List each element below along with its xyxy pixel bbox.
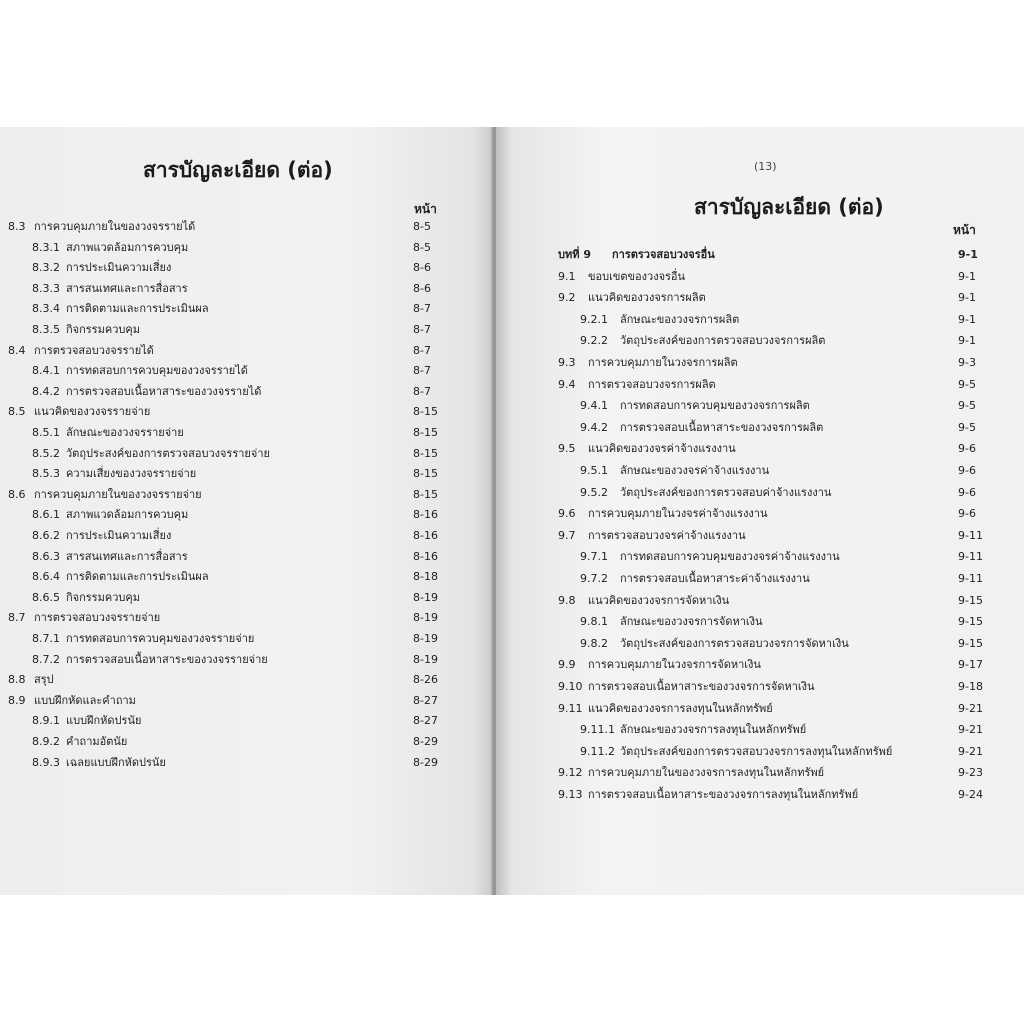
toc-entry xyxy=(32,465,438,483)
toc-entry-page: 9-1 xyxy=(958,312,976,326)
toc-entry-page: 9-24 xyxy=(958,788,983,801)
toc-entry-number: 8.5 xyxy=(8,405,26,419)
toc-entry-title: ความเสี่ยงของวงจรรายจ่าย xyxy=(66,467,197,481)
toc-entry-title: สภาพแวดล้อมการควบคุม xyxy=(66,508,189,522)
toc-entry-number: 8.5.2 xyxy=(32,446,60,460)
toc-entry-number: 8.3.5 xyxy=(32,323,60,336)
toc-entry xyxy=(32,506,438,524)
toc-entry-number: 8.9.1 xyxy=(32,714,60,728)
toc-entry-page: 8-18 xyxy=(413,570,438,584)
toc-entry-title: แนวคิดของวงจรค่าจ้างแรงงาน xyxy=(588,442,736,456)
toc-entry-page: 8-7 xyxy=(413,364,431,378)
toc-entry-title: ลักษณะของวงจรค่าจ้างแรงงาน xyxy=(620,464,770,477)
toc-entry-number: บทที่ 9 xyxy=(558,248,591,261)
toc-entry-page: 8-15 xyxy=(413,467,438,481)
toc-entry-title: การควบคุมภายในวงจรค่าจ้างแรงงาน xyxy=(588,507,768,521)
toc-entry xyxy=(32,300,431,318)
toc-entry xyxy=(32,589,438,607)
right-page-number: (13) xyxy=(754,160,777,173)
toc-entry-title: การควบคุมภายในวงจรการจัดหาเงิน xyxy=(588,658,761,672)
toc-entry-number: 9.10 xyxy=(558,680,583,693)
toc-entry-number: 8.4.2 xyxy=(32,384,60,398)
toc-entry-page: 8-7 xyxy=(413,302,431,316)
toc-entry xyxy=(32,568,438,586)
toc-entry-page: 8-7 xyxy=(413,384,431,398)
toc-entry xyxy=(32,548,438,566)
toc-entry-title: การประเมินความเสี่ยง xyxy=(66,261,172,275)
toc-entry xyxy=(580,484,976,502)
toc-entry xyxy=(8,486,438,504)
toc-entry xyxy=(32,630,438,648)
toc-entry-title: วัตถุประสงค์ของการตรวจสอบวงจรการจัดหาเงิน xyxy=(620,636,849,650)
toc-entry-number: 8.3.2 xyxy=(32,261,60,275)
toc-entry xyxy=(8,342,431,360)
toc-entry xyxy=(580,548,983,566)
toc-entry-title: การตรวจสอบวงจรการผลิต xyxy=(588,377,716,391)
toc-entry xyxy=(32,445,438,463)
toc-entry-number: 9.12 xyxy=(558,766,583,780)
toc-entry-page: 9-1 xyxy=(958,334,976,348)
toc-entry-number: 9.2.2 xyxy=(580,334,608,348)
toc-entry xyxy=(32,383,431,401)
toc-entry-number: 9.13 xyxy=(558,788,583,801)
toc-entry xyxy=(32,733,438,751)
toc-entry-page: 9-5 xyxy=(958,399,976,413)
toc-entry-title: วัตถุประสงค์ของการตรวจสอบค่าจ้างแรงงาน xyxy=(620,485,832,499)
toc-entry xyxy=(558,505,976,523)
toc-entry xyxy=(8,403,438,421)
toc-entry-page: 9-15 xyxy=(958,636,983,650)
toc-entry xyxy=(558,786,983,804)
toc-entry-title: สภาพแวดล้อมการควบคุม xyxy=(66,240,189,254)
toc-entry-title: วัตถุประสงค์ของการตรวจสอบวงจรรายจ่าย xyxy=(66,446,270,460)
toc-entry-number: 8.6.1 xyxy=(32,508,60,522)
toc-entry-title: การติดตามและการประเมินผล xyxy=(66,570,209,584)
toc-entry xyxy=(32,754,438,772)
toc-entry-title: การตรวจสอบวงจรอื่น xyxy=(612,248,715,261)
toc-entry xyxy=(558,289,976,307)
toc-entry-number: 9.4 xyxy=(558,377,576,391)
toc-entry xyxy=(580,635,983,653)
toc-entry-number: 9.2 xyxy=(558,291,576,305)
toc-entry xyxy=(32,424,438,442)
toc-entry-page: 8-16 xyxy=(413,529,438,542)
toc-entry-number: 9.1 xyxy=(558,269,576,283)
left-page-column-header: หน้า xyxy=(414,202,437,216)
toc-entry-number: 8.7 xyxy=(8,611,26,625)
toc-entry-title: กิจกรรมควบคุม xyxy=(66,590,140,604)
toc-entry xyxy=(8,218,431,236)
toc-entry-number: 9.8.1 xyxy=(580,615,608,629)
toc-entry-page: 8-15 xyxy=(413,405,438,419)
open-book xyxy=(0,127,1024,895)
toc-entry-page: 8-7 xyxy=(413,323,431,336)
toc-entry xyxy=(558,354,976,372)
toc-entry-page: 9-1 xyxy=(958,248,978,261)
toc-entry-page: 8-16 xyxy=(413,508,438,522)
toc-entry-title: ลักษณะของวงจรการจัดหาเงิน xyxy=(620,615,763,629)
toc-entry xyxy=(580,311,976,329)
toc-entry-page: 8-27 xyxy=(413,693,438,707)
toc-entry-title: แนวคิดของวงจรการผลิต xyxy=(588,291,706,305)
toc-entry xyxy=(558,246,978,264)
toc-entry-title: การควบคุมภายในของวงจรการลงทุนในหลักทรัพย์ xyxy=(588,766,825,780)
toc-entry xyxy=(580,613,983,631)
toc-entry-page: 8-19 xyxy=(413,590,438,604)
toc-entry-number: 9.11.1 xyxy=(580,723,615,737)
left-page-title: สารบัญละเอียด (ต่อ) xyxy=(143,158,333,182)
toc-entry xyxy=(558,268,976,286)
toc-entry xyxy=(580,397,976,415)
toc-entry xyxy=(558,376,976,394)
toc-entry-title: แนวคิดของวงจรการจัดหาเงิน xyxy=(588,593,730,607)
toc-entry-page: 9-23 xyxy=(958,766,983,780)
toc-entry-page: 9-1 xyxy=(958,269,976,283)
toc-entry-page: 9-11 xyxy=(958,550,983,564)
toc-entry-page: 8-15 xyxy=(413,426,438,439)
toc-entry-title: แนวคิดของวงจรการลงทุนในหลักทรัพย์ xyxy=(588,701,773,715)
toc-entry-number: 8.6.2 xyxy=(32,529,60,542)
toc-entry-page: 9-6 xyxy=(958,485,976,499)
toc-entry-number: 9.4.2 xyxy=(580,420,608,434)
toc-entry xyxy=(558,700,983,718)
toc-entry-title: แบบฝึกหัดและคำถาม xyxy=(34,693,136,707)
toc-entry xyxy=(580,570,983,588)
toc-entry-title: การตรวจสอบวงจรรายจ่าย xyxy=(34,611,161,625)
toc-entry-number: 9.5.2 xyxy=(580,485,608,499)
toc-entry-number: 8.7.2 xyxy=(32,652,60,666)
toc-entry xyxy=(8,692,438,710)
toc-entry-page: 8-19 xyxy=(413,652,438,666)
toc-entry-page: 8-16 xyxy=(413,549,438,563)
toc-entry-title: กิจกรรมควบคุม xyxy=(66,323,140,336)
toc-entry-title: การทดสอบการควบคุมของวงจรรายจ่าย xyxy=(66,632,255,645)
toc-entry-title: การติดตามและการประเมินผล xyxy=(66,302,209,316)
toc-entry-title: การตรวจสอบเนื้อหาสาระของวงจรรายจ่าย xyxy=(66,652,268,666)
toc-entry-page: 8-15 xyxy=(413,446,438,460)
toc-entry-title: สรุป xyxy=(34,673,54,687)
toc-entry xyxy=(580,721,983,739)
toc-entry-title: การตรวจสอบวงจรค่าจ้างแรงงาน xyxy=(588,528,746,542)
toc-entry-page: 9-21 xyxy=(958,744,983,758)
toc-entry-title: การทดสอบการควบคุมของวงจรรายได้ xyxy=(66,364,248,378)
toc-entry-page: 9-15 xyxy=(958,593,983,607)
toc-entry-title: การตรวจสอบเนื้อหาสาระของวงจรการผลิต xyxy=(620,420,824,434)
toc-entry-title: การควบคุมภายในของวงจรรายได้ xyxy=(34,220,196,233)
toc-entry-number: 8.6.4 xyxy=(32,570,60,584)
toc-entry-page: 9-11 xyxy=(958,572,983,585)
toc-entry-number: 9.7 xyxy=(558,528,576,542)
right-page xyxy=(496,127,1024,895)
toc-entry-title: การตรวจสอบเนื้อหาสาระค่าจ้างแรงงาน xyxy=(620,572,810,585)
toc-entry xyxy=(580,743,983,761)
toc-entry-title: ขอบเขตของวงจรอื่น xyxy=(588,269,686,283)
toc-entry-title: เฉลยแบบฝึกหัดปรนัย xyxy=(66,755,166,769)
toc-entry-page: 9-21 xyxy=(958,701,983,715)
toc-entry xyxy=(32,712,438,730)
toc-entry-page: 8-19 xyxy=(413,611,438,625)
toc-entry-page: 9-6 xyxy=(958,442,976,456)
toc-entry-title: ลักษณะของวงจรรายจ่าย xyxy=(66,426,184,439)
toc-entry-page: 9-15 xyxy=(958,615,983,629)
toc-entry-number: 9.11 xyxy=(558,701,583,715)
toc-entry-number: 9.11.2 xyxy=(580,744,615,758)
toc-entry-page: 8-19 xyxy=(413,632,438,645)
toc-entry-page: 8-5 xyxy=(413,240,431,254)
toc-entry xyxy=(558,440,976,458)
toc-entry-title: สารสนเทศและการสื่อสาร xyxy=(66,549,188,563)
toc-entry-page: 8-5 xyxy=(413,220,431,233)
toc-entry-page: 8-29 xyxy=(413,735,438,748)
toc-entry-page: 9-1 xyxy=(958,291,976,305)
toc-entry-number: 8.5.1 xyxy=(32,426,60,439)
toc-entry xyxy=(32,259,431,277)
toc-entry xyxy=(32,527,438,545)
toc-entry-page: 9-3 xyxy=(958,356,976,369)
toc-entry-number: 8.9.2 xyxy=(32,735,60,748)
toc-entry-number: 9.3 xyxy=(558,356,576,369)
toc-entry-number: 9.5.1 xyxy=(580,464,608,477)
toc-entry-title: วัตถุประสงค์ของการตรวจสอบวงจรการผลิต xyxy=(620,334,826,348)
toc-entry xyxy=(580,462,976,480)
toc-entry-number: 8.7.1 xyxy=(32,632,60,645)
toc-entry-page: 9-6 xyxy=(958,507,976,521)
toc-entry-title: ลักษณะของวงจรการผลิต xyxy=(620,312,740,326)
toc-entry xyxy=(558,656,983,674)
toc-entry xyxy=(558,678,983,696)
toc-entry-page: 8-26 xyxy=(413,673,438,687)
toc-entry-page: 9-18 xyxy=(958,680,983,693)
toc-entry-title: ลักษณะของวงจรการลงทุนในหลักทรัพย์ xyxy=(620,723,807,737)
toc-entry-title: การควบคุมภายในของวงจรรายจ่าย xyxy=(34,487,202,501)
toc-entry-page: 9-5 xyxy=(958,377,976,391)
toc-entry xyxy=(558,592,983,610)
toc-entry-number: 9.8 xyxy=(558,593,576,607)
toc-entry-number: 8.3 xyxy=(8,220,26,233)
toc-entry-page: 9-11 xyxy=(958,528,983,542)
toc-entry-number: 8.4.1 xyxy=(32,364,60,378)
toc-entry-number: 8.3.3 xyxy=(32,281,60,295)
toc-entry xyxy=(580,419,976,437)
toc-entry-page: 8-6 xyxy=(413,281,431,295)
toc-entry-number: 8.3.4 xyxy=(32,302,60,316)
toc-entry-number: 8.3.1 xyxy=(32,240,60,254)
toc-entry-title: สารสนเทศและการสื่อสาร xyxy=(66,281,188,295)
toc-entry xyxy=(8,671,438,689)
toc-entry xyxy=(580,332,976,350)
toc-entry-title: วัตถุประสงค์ของการตรวจสอบวงจรการลงทุนในหลักทรัพย์ xyxy=(620,744,893,758)
toc-entry-title: การประเมินความเสี่ยง xyxy=(66,529,172,542)
toc-entry-number: 8.8 xyxy=(8,673,26,687)
toc-entry-title: แบบฝึกหัดปรนัย xyxy=(66,714,142,728)
toc-entry-number: 8.6.5 xyxy=(32,590,60,604)
toc-entry-title: การตรวจสอบเนื้อหาสาระของวงจรการลงทุนในหลักทรัพย์ xyxy=(588,788,859,801)
toc-entry-number: 8.5.3 xyxy=(32,467,60,481)
toc-entry-number: 8.4 xyxy=(8,343,26,357)
toc-entry xyxy=(32,321,431,339)
right-page-title: สารบัญละเอียด (ต่อ) xyxy=(694,195,884,219)
toc-entry xyxy=(32,280,431,298)
toc-entry-page: 9-17 xyxy=(958,658,983,672)
toc-entry xyxy=(558,764,983,782)
toc-entry-title: การทดสอบการควบคุมของวงจรค่าจ้างแรงงาน xyxy=(620,550,840,564)
toc-entry-number: 9.8.2 xyxy=(580,636,608,650)
toc-entry-number: 9.7.1 xyxy=(580,550,608,564)
toc-entry-number: 9.5 xyxy=(558,442,576,456)
toc-entry xyxy=(32,239,431,257)
toc-entry-number: 9.9 xyxy=(558,658,576,672)
toc-entry-page: 9-21 xyxy=(958,723,983,737)
toc-entry-number: 9.4.1 xyxy=(580,399,608,413)
toc-entry-title: คำถามอัตนัย xyxy=(66,735,128,748)
toc-entry-number: 8.9 xyxy=(8,693,26,707)
toc-entry-number: 8.6 xyxy=(8,487,26,501)
toc-entry-number: 8.6.3 xyxy=(32,549,60,563)
toc-entry-page: 8-27 xyxy=(413,714,438,728)
left-page xyxy=(0,127,493,895)
toc-entry-title: การทดสอบการควบคุมของวงจรการผลิต xyxy=(620,399,810,413)
toc-entry-title: การตรวจสอบเนื้อหาสาระของวงจรการจัดหาเงิน xyxy=(588,680,815,693)
toc-entry-title: แนวคิดของวงจรรายจ่าย xyxy=(34,405,151,419)
toc-entry-page: 9-5 xyxy=(958,420,976,434)
right-page-column-header: หน้า xyxy=(953,223,976,237)
toc-entry-number: 8.9.3 xyxy=(32,755,60,769)
toc-entry-page: 8-29 xyxy=(413,755,438,769)
toc-entry-number: 9.7.2 xyxy=(580,572,608,585)
toc-entry-title: การตรวจสอบเนื้อหาสาระของวงจรรายได้ xyxy=(66,384,262,398)
toc-entry-title: การตรวจสอบวงจรรายได้ xyxy=(34,343,154,357)
toc-entry xyxy=(8,609,438,627)
toc-entry-number: 9.6 xyxy=(558,507,576,521)
toc-entry-title: การควบคุมภายในวงจรการผลิต xyxy=(588,356,738,369)
toc-entry xyxy=(32,651,438,669)
toc-entry xyxy=(32,362,431,380)
toc-entry-page: 9-6 xyxy=(958,464,976,477)
toc-entry-page: 8-7 xyxy=(413,343,431,357)
toc-entry-number: 9.2.1 xyxy=(580,312,608,326)
toc-entry-page: 8-6 xyxy=(413,261,431,275)
toc-entry xyxy=(558,527,983,545)
toc-entry-page: 8-15 xyxy=(413,487,438,501)
